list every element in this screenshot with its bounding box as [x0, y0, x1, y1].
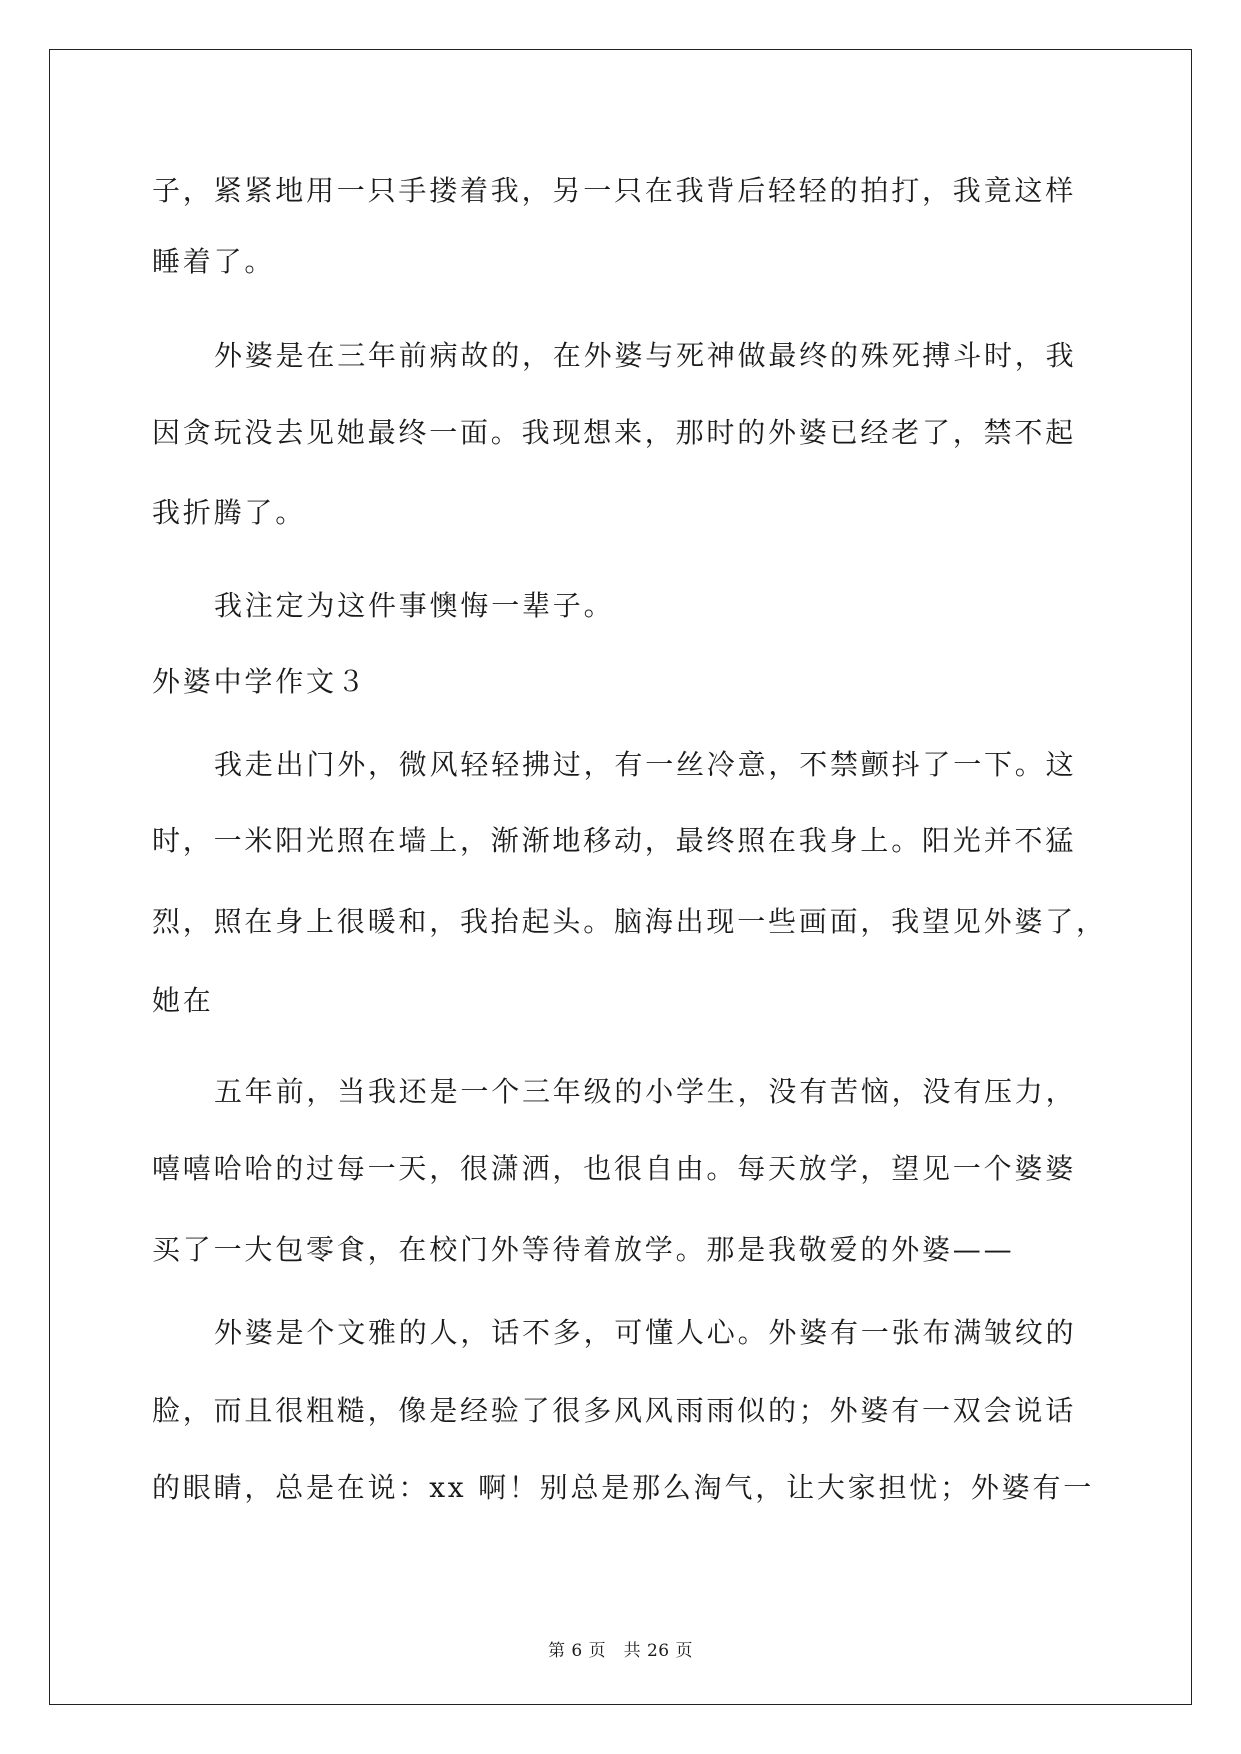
text-line: 外婆是个文雅的人，话不多，可懂人心。外婆有一张布满皱纹的	[214, 1316, 1077, 1349]
page-number: 第 6 页 共 26 页	[547, 1641, 694, 1661]
text-line: 她在	[152, 984, 214, 1017]
page-border	[49, 49, 1192, 1705]
text-line: 时，一米阳光照在墙上，渐渐地移动，最终照在我身上。阳光并不猛	[152, 824, 1077, 857]
text-line: 我走出门外，微风轻轻拂过，有一丝冷意，不禁颤抖了一下。这	[214, 748, 1077, 781]
text-line: 嘻嘻哈哈的过每一天，很潇洒，也很自由。每天放学，望见一个婆婆	[152, 1152, 1077, 1185]
text-line: 五年前，当我还是一个三年级的小学生，没有苦恼，没有压力，	[214, 1075, 1077, 1108]
text-line: 脸，而且很粗糙，像是经验了很多风风雨雨似的；外婆有一双会说话	[152, 1394, 1077, 1427]
text-line: 因贪玩没去见她最终一面。我现想来，那时的外婆已经老了，禁不起	[152, 416, 1077, 449]
text-line: 睡着了。	[152, 245, 276, 278]
text-line: 买了一大包零食，在校门外等待着放学。那是我敬爱的外婆——	[152, 1233, 1015, 1266]
text-line: 烈，照在身上很暖和，我抬起头。脑海出现一些画面，我望见外婆了，	[152, 905, 1107, 938]
text-line: 我注定为这件事懊悔一辈子。	[214, 589, 615, 622]
section-heading: 外婆中学作文３	[152, 665, 368, 698]
text-line: 的眼睛，总是在说：xx 啊！别总是那么淘气，让大家担忧；外婆有一	[152, 1471, 1095, 1504]
text-line: 外婆是在三年前病故的，在外婆与死神做最终的殊死搏斗时，我	[214, 339, 1077, 372]
text-line: 我折腾了。	[152, 496, 307, 529]
text-line: 子，紧紧地用一只手搂着我，另一只在我背后轻轻的拍打，我竟这样	[152, 174, 1077, 207]
